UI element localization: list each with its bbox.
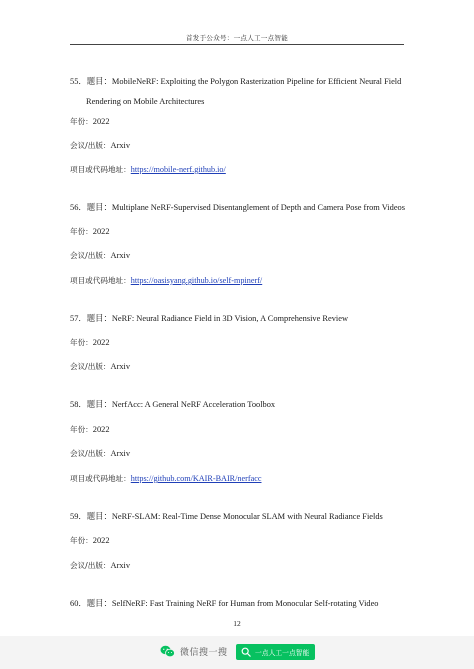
search-box[interactable] — [236, 644, 315, 660]
entry-59-title: 59．题目：NeRF-SLAM: Real-Time Dense Monocular SLAM with Neural Radiance Fields — [70, 512, 383, 521]
year-value: 2022 — [92, 425, 110, 434]
venue-label: 会议/出版： — [70, 449, 111, 458]
venue-value: Arxiv — [110, 561, 131, 570]
project-link[interactable]: https://mobile-nerf.github.io/ — [130, 165, 226, 174]
entry-56-venue — [70, 251, 130, 261]
header-divider — [70, 44, 404, 45]
entry-60-title: 60．题目：SelfNeRF: Fast Training NeRF for Human from Monocular Self-rotating Video — [70, 599, 379, 608]
entry-56-title: 56．题目：Multiplane NeRF-Supervised Disentanglement of Depth and Camera Pose from Videos — [70, 203, 405, 212]
link-label: 项目或代码地址： — [70, 165, 131, 174]
page-header: 首发于公众号：一点人工一点智能 — [186, 34, 288, 42]
entry-57-venue — [70, 362, 130, 372]
wechat-search-banner — [0, 636, 474, 669]
search-icon — [241, 647, 251, 657]
year-label: 年份： — [70, 425, 93, 434]
year-label: 年份： — [70, 227, 93, 236]
venue-value: Arxiv — [110, 251, 131, 260]
entry-55-title-cont: Rendering on Mobile Architectures — [86, 97, 205, 106]
year-label: 年份： — [70, 117, 93, 126]
wechat-search-text: 微信搜一搜 — [180, 648, 228, 658]
entry-59-year — [70, 536, 110, 546]
entry-55-title: 55．题目：MobileNeRF: Exploiting the Polygon Rasterization Pipeline for Efficient Neural Field — [70, 77, 402, 86]
year-value: 2022 — [92, 117, 110, 126]
project-link[interactable]: https://oasisyang.github.io/self-mpinerf/ — [130, 276, 263, 285]
entry-58-title: 58．题目：NerfAcc: A General NeRF Acceleration Toolbox — [70, 400, 276, 409]
venue-label: 会议/出版： — [70, 251, 111, 260]
wechat-search-label[interactable] — [160, 645, 228, 658]
venue-label: 会议/出版： — [70, 141, 111, 150]
year-value: 2022 — [92, 338, 110, 347]
entry-59-venue — [70, 561, 130, 571]
venue-label: 会议/出版： — [70, 362, 111, 371]
venue-value: Arxiv — [110, 141, 131, 150]
entry-55-venue — [70, 141, 130, 151]
year-label: 年份： — [70, 338, 93, 347]
entry-57-year — [70, 338, 110, 348]
year-value: 2022 — [92, 536, 110, 545]
venue-label: 会议/出版： — [70, 561, 111, 570]
search-query-text: 一点人工一点智能 — [255, 649, 310, 657]
entry-56-year — [70, 227, 110, 237]
entry-58-year — [70, 425, 110, 435]
entry-58-link-row — [70, 474, 262, 484]
year-label: 年份： — [70, 536, 93, 545]
link-label: 项目或代码地址： — [70, 474, 131, 483]
link-label: 项目或代码地址： — [70, 276, 131, 285]
entry-57-title: 57．题目：NeRF: Neural Radiance Field in 3D Vision, A Comprehensive Review — [70, 314, 349, 323]
entry-58-venue — [70, 449, 130, 459]
year-value: 2022 — [92, 227, 110, 236]
wechat-icon — [160, 645, 175, 658]
entry-56-link-row — [70, 276, 262, 286]
venue-value: Arxiv — [110, 362, 131, 371]
venue-value: Arxiv — [110, 449, 131, 458]
project-link[interactable]: https://github.com/KAIR-BAIR/nerfacc — [130, 474, 262, 483]
entry-55-year — [70, 117, 110, 127]
page-number: 12 — [233, 619, 241, 628]
entry-55-link-row — [70, 165, 226, 175]
